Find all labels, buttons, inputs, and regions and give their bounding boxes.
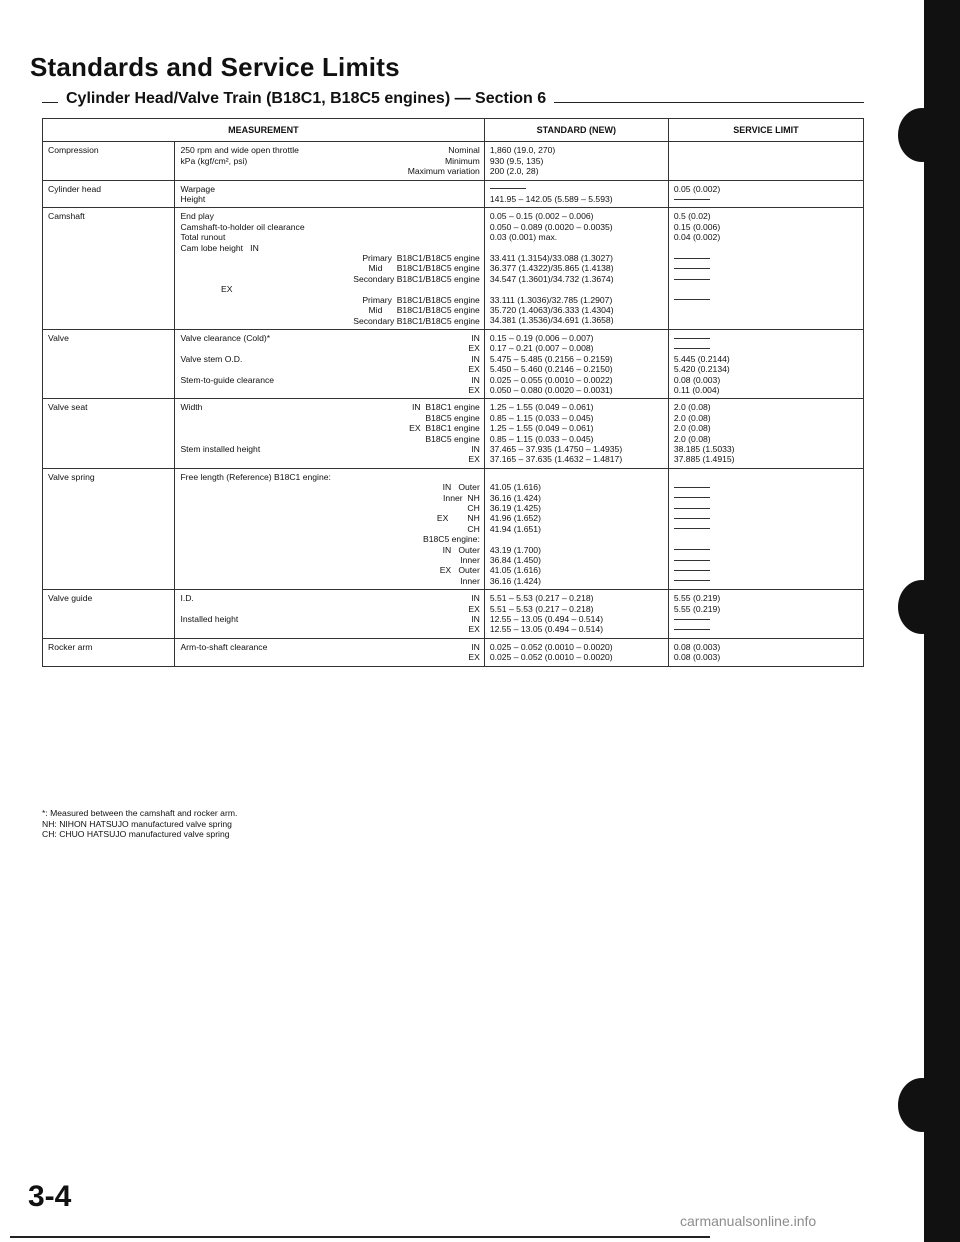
- measurement-line: [180, 652, 479, 662]
- section-tab-marker: [898, 1078, 946, 1132]
- measurement-line: [180, 604, 479, 614]
- footnote: CH: CHUO HATSUJO manufactured valve spring: [42, 829, 230, 840]
- section-tab-marker: [898, 580, 946, 634]
- standard-cell: [484, 142, 668, 180]
- measurement-line: [180, 184, 479, 194]
- value-line: 0.025 – 0.052 (0.0010 – 0.0020): [489, 652, 613, 663]
- measurement-line: [180, 305, 479, 315]
- value-line: 0.025 – 0.055 (0.0010 – 0.0022): [489, 374, 613, 385]
- measurement-label: End play: [180, 211, 214, 222]
- value-line: [674, 472, 859, 482]
- measurement-qualifier: IN: [471, 593, 480, 604]
- measurement-cell: [175, 590, 484, 639]
- measurement-cell: [175, 468, 484, 589]
- dash-line: [490, 184, 664, 194]
- value-line: 2.0 (0.08): [673, 412, 711, 423]
- value-line: 34.547 (1.3601)/34.732 (1.3674): [489, 273, 614, 284]
- value-line: 41.05 (1.616): [489, 565, 541, 576]
- value-line: 0.17 – 0.21 (0.007 – 0.008): [489, 343, 594, 354]
- spec-table: [42, 118, 864, 667]
- measurement-line: [180, 402, 479, 412]
- value-line: [674, 534, 859, 544]
- measurement-line: [180, 545, 479, 555]
- footnote: NH: NIHON HATSUJO manufactured valve spring: [42, 818, 232, 829]
- service-limit-cell: [668, 590, 863, 639]
- table-row: [43, 208, 864, 329]
- measurement-line: [180, 576, 479, 586]
- value-line: [490, 243, 664, 253]
- table-row: [43, 638, 864, 666]
- measurement-cell: [175, 329, 484, 398]
- measurement-line: [180, 513, 479, 523]
- value-line: 0.85 – 1.15 (0.033 – 0.045): [489, 433, 594, 444]
- value-line: 0.025 – 0.052 (0.0010 – 0.0020): [489, 641, 613, 652]
- measurement-label: EX: [180, 284, 233, 295]
- measurement-line: [180, 232, 479, 242]
- measurement-line: [180, 413, 479, 423]
- value-line: 0.08 (0.003): [673, 641, 721, 652]
- footnote: *: Measured between the camshaft and rocker arm.: [42, 808, 238, 818]
- value-line: 1,860 (19.0, 270): [489, 145, 556, 156]
- standard-cell: [484, 468, 668, 589]
- measurement-line: [180, 454, 479, 464]
- value-line: 12.55 – 13.05 (0.494 – 0.514): [489, 624, 604, 635]
- measurement-qualifier: IN: [471, 332, 480, 343]
- standard-cell: [484, 208, 668, 329]
- value-line: 2.0 (0.08): [673, 433, 711, 444]
- measurement-line: [180, 524, 479, 534]
- dash-line: [674, 614, 859, 624]
- value-line: [674, 305, 859, 315]
- value-line: 2.0 (0.08): [673, 402, 711, 413]
- measurement-label: Warpage: [180, 183, 215, 194]
- value-line: 2.0 (0.08): [673, 423, 711, 434]
- measurement-line: [180, 316, 479, 326]
- measurement-qualifier: IN: [471, 353, 480, 364]
- dash-line: [674, 503, 859, 513]
- standard-cell: [484, 638, 668, 666]
- dash-line: [674, 493, 859, 503]
- value-line: [674, 284, 859, 294]
- value-line: 5.51 – 5.53 (0.217 – 0.218): [489, 593, 594, 604]
- measurement-line: [180, 375, 479, 385]
- value-line: 5.450 – 5.460 (0.2146 – 0.2150): [489, 364, 613, 375]
- measurement-qualifier: EX Outer: [439, 565, 480, 576]
- measurement-label: Valve clearance (Cold)*: [180, 332, 271, 343]
- value-line: 36.84 (1.450): [489, 555, 541, 565]
- measurement-line: [180, 343, 479, 353]
- measurement-qualifier: EX: [468, 652, 480, 663]
- standard-cell: [484, 329, 668, 398]
- measurement-qualifier: IN Outer: [442, 544, 480, 555]
- page-number: 3-4: [28, 1180, 72, 1213]
- dash-line: [674, 565, 859, 575]
- service-limit-cell: [668, 468, 863, 589]
- measurement-qualifier: Inner: [460, 555, 480, 566]
- measurement-line: [180, 642, 479, 652]
- measurement-line: [180, 555, 479, 565]
- value-line: 0.03 (0.001) max.: [489, 232, 558, 243]
- value-line: 35.720 (1.4063)/36.333 (1.4304): [489, 305, 614, 316]
- measurement-line: [180, 534, 479, 544]
- service-limit-cell: [668, 638, 863, 666]
- dash-line: [674, 343, 859, 353]
- measurement-line: [180, 263, 479, 273]
- dash-line: [674, 513, 859, 523]
- measurement-qualifier: Primary B18C1/B18C5 engine: [362, 294, 480, 305]
- measurement-label: Total runout: [180, 232, 226, 243]
- section-subtitle: Cylinder Head/Valve Train (B18C1, B18C5 engines) — Section 6: [58, 90, 554, 108]
- measurement-qualifier: Inner: [460, 575, 480, 586]
- watermark: carmanualsonline.info: [680, 1213, 817, 1229]
- measurement-line: [180, 364, 479, 374]
- value-line: 0.05 – 0.15 (0.002 – 0.006): [489, 211, 594, 222]
- value-line: 41.05 (1.616): [489, 482, 541, 493]
- measurement-cell: [175, 142, 484, 180]
- measurement-line: [180, 472, 479, 482]
- value-line: 0.15 (0.006): [673, 221, 721, 232]
- value-line: 0.5 (0.02): [673, 211, 711, 222]
- table-row: [43, 590, 864, 639]
- dash-line: [674, 263, 859, 273]
- measurement-label: Height: [180, 194, 206, 205]
- measurement-qualifier: IN: [471, 641, 480, 652]
- value-line: 0.11 (0.004): [673, 384, 720, 395]
- measurement-label: Free length (Reference) B18C1 engine:: [180, 471, 331, 482]
- measurement-line: [180, 166, 479, 176]
- standard-cell: [484, 590, 668, 639]
- value-line: 0.08 (0.003): [673, 374, 721, 385]
- measurement-line: [180, 333, 479, 343]
- service-limit-cell: [668, 142, 863, 180]
- measurement-line: [180, 354, 479, 364]
- measurement-line: [180, 222, 479, 232]
- value-line: 12.55 – 13.05 (0.494 – 0.514): [489, 614, 604, 625]
- value-line: [490, 472, 664, 482]
- measurement-qualifier: EX B18C1 engine: [409, 423, 480, 434]
- measurement-line: [180, 565, 479, 575]
- measurement-line: [180, 253, 479, 263]
- section-tab-marker: [898, 108, 946, 162]
- standard-cell: [484, 180, 668, 208]
- value-line: 1.25 – 1.55 (0.049 – 0.061): [489, 402, 594, 413]
- measurement-cell: [175, 638, 484, 666]
- measurement-label: I.D.: [180, 593, 194, 604]
- value-line: 200 (2.0, 28): [489, 166, 539, 177]
- measurement-cell: [175, 208, 484, 329]
- dash-line: [674, 482, 859, 492]
- value-line: 36.377 (1.4322)/35.865 (1.4138): [489, 263, 614, 274]
- measurement-label: Valve stem O.D.: [180, 353, 243, 364]
- measurement-qualifier: Mid B18C1/B18C5 engine: [368, 263, 480, 274]
- value-line: 34.381 (1.3536)/34.691 (1.3658): [489, 315, 614, 326]
- measurement-line: [180, 434, 479, 444]
- header-measurement: MEASUREMENT: [43, 119, 485, 142]
- measurement-label: Camshaft-to-holder oil clearance: [180, 221, 305, 232]
- measurement-qualifier: EX: [468, 603, 480, 614]
- dash-line: [674, 194, 859, 204]
- measurement-qualifier: IN: [471, 614, 480, 625]
- measurement-qualifier: Primary B18C1/B18C5 engine: [362, 253, 480, 264]
- measurement-qualifier: IN Outer: [442, 482, 480, 493]
- category-cell: Valve: [43, 329, 175, 398]
- value-line: 5.420 (0.2134): [673, 364, 730, 375]
- value-line: 41.96 (1.652): [489, 513, 541, 524]
- measurement-qualifier: EX NH: [436, 513, 480, 524]
- measurement-line: [180, 211, 479, 221]
- value-line: 36.16 (1.424): [489, 492, 541, 503]
- service-limit-cell: [668, 180, 863, 208]
- measurement-qualifier: B18C5 engine: [425, 433, 480, 444]
- category-cell: Valve seat: [43, 399, 175, 468]
- value-line: 43.19 (1.700): [489, 544, 541, 555]
- measurement-label: Stem-to-guide clearance: [180, 374, 275, 385]
- measurement-line: [180, 624, 479, 634]
- measurement-qualifier: Nominal: [448, 145, 480, 156]
- measurement-cell: [175, 180, 484, 208]
- page-title: Standards and Service Limits: [30, 52, 400, 82]
- value-line: [490, 534, 664, 544]
- measurement-line: [180, 423, 479, 433]
- value-line: [674, 315, 859, 325]
- header-standard: STANDARD (NEW): [484, 119, 668, 142]
- value-line: 38.185 (1.5033): [673, 443, 735, 454]
- category-cell: Camshaft: [43, 208, 175, 329]
- category-cell: Valve guide: [43, 590, 175, 639]
- service-limit-cell: [668, 208, 863, 329]
- measurement-qualifier: Minimum: [444, 155, 480, 166]
- header-service-limit: SERVICE LIMIT: [668, 119, 863, 142]
- measurement-line: [180, 145, 479, 155]
- value-line: 33.111 (1.3036)/32.785 (1.2907): [489, 294, 613, 305]
- value-line: 37.165 – 37.635 (1.4632 – 1.4817): [489, 454, 623, 465]
- measurement-label: Cam lobe height IN: [180, 242, 259, 253]
- table-row: [43, 142, 864, 180]
- table-header-row: [43, 119, 864, 142]
- value-line: [674, 243, 859, 253]
- value-line: 141.95 – 142.05 (5.589 – 5.593): [489, 194, 613, 205]
- measurement-line: [180, 385, 479, 395]
- measurement-cell: [175, 399, 484, 468]
- measurement-label: Stem installed height: [180, 443, 261, 454]
- measurement-qualifier: IN: [471, 374, 480, 385]
- category-cell: Compression: [43, 142, 175, 180]
- measurement-qualifier: B18C5 engine: [425, 412, 480, 423]
- measurement-qualifier: IN B18C1 engine: [411, 402, 480, 413]
- category-cell: Valve spring: [43, 468, 175, 589]
- measurement-line: [180, 444, 479, 454]
- value-line: 0.08 (0.003): [673, 652, 721, 663]
- value-line: 5.475 – 5.485 (0.2156 – 0.2159): [489, 353, 613, 364]
- dash-line: [674, 545, 859, 555]
- measurement-qualifier: Inner NH: [443, 492, 480, 503]
- value-line: 0.85 – 1.15 (0.033 – 0.045): [489, 412, 594, 423]
- measurement-qualifier: EX: [468, 384, 480, 395]
- dash-line: [674, 333, 859, 343]
- value-line: 930 (9.5, 135): [489, 155, 544, 166]
- value-line: 5.51 – 5.53 (0.217 – 0.218): [489, 603, 594, 614]
- dash-line: [674, 576, 859, 586]
- measurement-line: [180, 295, 479, 305]
- measurement-qualifier: Secondary B18C1/B18C5 engine: [353, 315, 480, 326]
- dash-line: [674, 253, 859, 263]
- measurement-line: [180, 493, 479, 503]
- measurement-qualifier: EX: [468, 364, 480, 375]
- dash-line: [674, 624, 859, 634]
- bottom-rule: [10, 1236, 710, 1238]
- value-line: [490, 284, 664, 294]
- measurement-label: kPa (kgf/cm², psi): [180, 155, 248, 166]
- measurement-line: [180, 593, 479, 603]
- measurement-qualifier: Secondary B18C1/B18C5 engine: [353, 273, 480, 284]
- table-row: [43, 468, 864, 589]
- dash-line: [674, 295, 859, 305]
- measurement-qualifier: EX: [468, 624, 480, 635]
- measurement-line: [180, 243, 479, 253]
- dash-line: [674, 555, 859, 565]
- measurement-label: Arm-to-shaft clearance: [180, 641, 268, 652]
- measurement-line: [180, 194, 479, 204]
- value-line: 37.885 (1.4915): [673, 454, 735, 465]
- dash-line: [674, 274, 859, 284]
- service-limit-cell: [668, 399, 863, 468]
- measurement-qualifier: CH: [467, 523, 480, 534]
- table-row: [43, 399, 864, 468]
- value-line: 41.94 (1.651): [489, 523, 541, 534]
- measurement-label: Width: [180, 402, 203, 413]
- value-line: 5.55 (0.219): [673, 603, 721, 614]
- category-cell: Cylinder head: [43, 180, 175, 208]
- value-line: 1.25 – 1.55 (0.049 – 0.061): [489, 423, 594, 434]
- value-line: 37.465 – 37.935 (1.4750 – 1.4935): [489, 443, 623, 454]
- service-limit-cell: [668, 329, 863, 398]
- measurement-qualifier: IN: [471, 443, 480, 454]
- footnotes: [42, 808, 237, 840]
- measurement-line: [180, 503, 479, 513]
- value-line: 0.05 (0.002): [673, 183, 721, 194]
- value-line: 0.050 – 0.080 (0.0020 – 0.0031): [489, 384, 613, 395]
- table-row: [43, 329, 864, 398]
- measurement-qualifier: Maximum variation: [407, 166, 480, 177]
- measurement-line: [180, 274, 479, 284]
- value-line: 0.15 – 0.19 (0.006 – 0.007): [489, 332, 594, 343]
- value-line: 36.16 (1.424): [489, 575, 541, 586]
- measurement-label: 250 rpm and wide open throttle: [180, 145, 299, 156]
- table-row: [43, 180, 864, 208]
- measurement-line: [180, 614, 479, 624]
- measurement-qualifier: EX: [468, 343, 480, 354]
- dash-line: [674, 524, 859, 534]
- measurement-qualifier: EX: [468, 454, 480, 465]
- measurement-line: [180, 284, 479, 294]
- category-cell: Rocker arm: [43, 638, 175, 666]
- value-line: 0.04 (0.002): [673, 232, 721, 243]
- value-line: 33.411 (1.3154)/33.088 (1.3027): [489, 253, 613, 264]
- value-line: 5.445 (0.2144): [673, 353, 730, 364]
- measurement-line: [180, 482, 479, 492]
- measurement-qualifier: CH: [467, 503, 480, 513]
- measurement-qualifier: Mid B18C1/B18C5 engine: [368, 305, 480, 316]
- measurement-label: Installed height: [180, 614, 239, 625]
- measurement-qualifier: B18C5 engine:: [422, 534, 480, 545]
- value-line: 5.55 (0.219): [673, 593, 721, 604]
- value-line: 36.19 (1.425): [489, 502, 541, 513]
- value-line: 0.050 – 0.089 (0.0020 – 0.0035): [489, 221, 613, 232]
- measurement-line: [180, 156, 479, 166]
- standard-cell: [484, 399, 668, 468]
